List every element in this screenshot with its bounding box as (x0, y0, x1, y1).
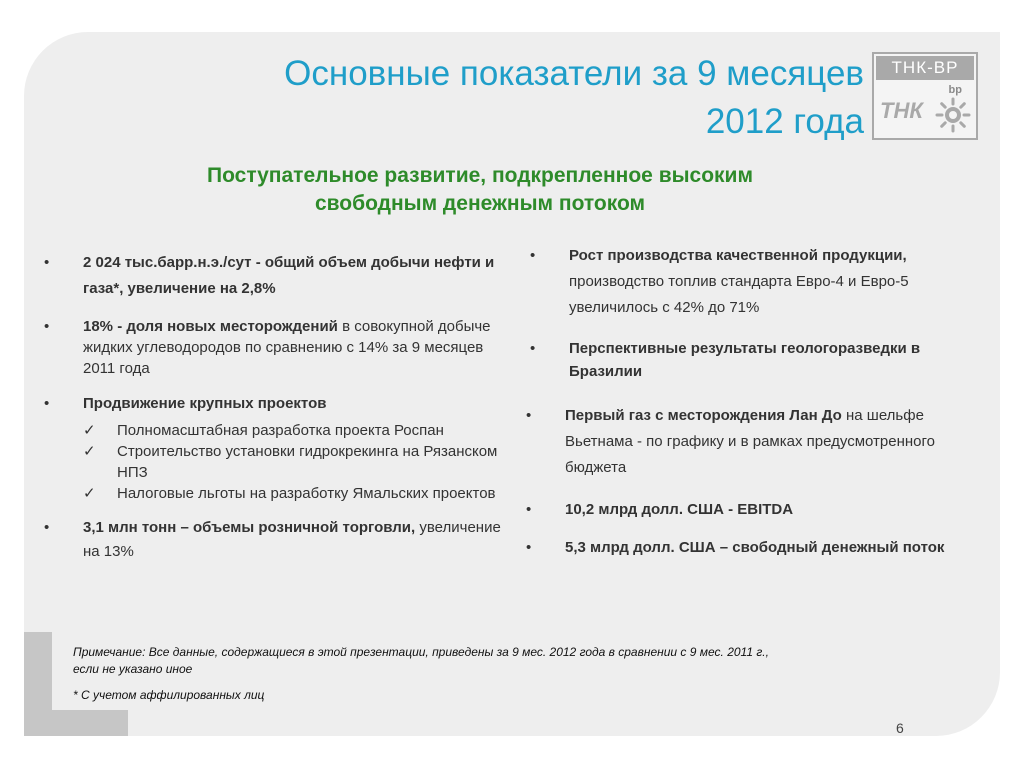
right-bullet-item (530, 337, 970, 383)
right-bullet-item (526, 403, 966, 481)
note-text (73, 644, 933, 678)
logo-wordmark: ТНК-ВР (876, 56, 974, 80)
right-bullet-item (526, 499, 966, 520)
bullet-icon: • (44, 519, 50, 536)
note-line2: если не указано иное (73, 662, 193, 676)
sub-list-item (83, 483, 504, 504)
sub-list (83, 420, 504, 504)
bullet-icon: • (526, 407, 532, 424)
note-line1: Примечание: Все данные, содержащиеся в этой презентации, приведены за 9 мес. 2012 года в сравнении с 9 мес. 2011 г., (73, 645, 769, 659)
subtitle-line1: Поступательное развитие, подкрепленное высоким (207, 164, 753, 187)
left-bullet-item (44, 516, 504, 564)
sub-list-item (83, 420, 504, 441)
item-text: на шельфе Вьетнама - по графику и в рамках предусмотренного бюджета (565, 407, 935, 476)
tnk-mark-icon (880, 88, 934, 128)
page-number: 6 (896, 720, 904, 736)
bullet-icon: • (530, 247, 536, 264)
item-bold-text: 3,1 млн тонн – объемы розничной торговли, (83, 519, 416, 536)
left-bullet-item (44, 250, 504, 302)
item-bold-text: Перспективные результаты геологоразведки в Бразилии (569, 340, 921, 380)
slide-title (164, 50, 864, 146)
bullet-icon: • (44, 254, 50, 271)
sub-item-text: Строительство установки гидрокрекинга на Рязанском НПЗ (117, 443, 498, 481)
tnk-bp-logo (872, 52, 978, 140)
bullet-icon: • (44, 395, 50, 412)
bullet-icon: • (530, 340, 536, 357)
left-bullet-item (44, 393, 504, 504)
checkmark-icon: ✓ (83, 443, 96, 460)
slide-title-line1: Основные показатели за 9 месяцев (284, 54, 864, 93)
slide-title-line2: 2012 года (705, 102, 864, 141)
corner-bracket-horizontal (24, 710, 128, 736)
bullet-icon: • (526, 539, 532, 556)
item-bold-text: 18% - доля новых месторождений (83, 318, 338, 335)
sub-list-item (83, 441, 504, 483)
item-bold-text: Рост производства качественной продукции, (569, 247, 907, 264)
item-bold-text: Первый газ с месторождения Лан До (565, 407, 842, 424)
checkmark-icon: ✓ (83, 485, 96, 502)
left-column (44, 250, 504, 578)
tnk-mark-text: ТНК (880, 98, 923, 123)
bp-helios-icon (934, 96, 972, 134)
item-bold-text: Продвижение крупных проектов (83, 395, 327, 412)
item-text: производство топлив стандарта Евро-4 и Евро-5 увеличилось с 42% до 71% (569, 273, 909, 316)
footnote-text: * С учетом аффилированных лиц (73, 688, 265, 702)
sub-item-text: Налоговые льготы на разработку Ямальских проектов (117, 485, 496, 502)
sub-item-text: Полномасштабная разработка проекта Роспан (117, 422, 444, 439)
item-bold-text: 2 024 тыс.барр.н.э./сут - общий объем добычи нефти и газа*, увеличение на 2,8% (83, 254, 495, 297)
item-text: увеличение на 13% (83, 519, 501, 560)
item-bold-text: 10,2 млрд долл. США - EBITDA (565, 501, 794, 518)
subtitle-line2: свободным денежным потоком (314, 192, 646, 215)
bullet-icon: • (526, 501, 532, 518)
left-bullet-item (44, 316, 504, 379)
bullet-icon: • (44, 318, 50, 335)
right-bullet-item (530, 243, 970, 321)
logo-bp-text: bp (948, 84, 962, 96)
right-bullet-item (526, 538, 966, 557)
checkmark-icon: ✓ (83, 422, 96, 439)
item-text: в совокупной добыче жидких углеводородов по сравнению с 14% за 9 месяцев 2011 года (83, 318, 491, 377)
slide-subtitle (130, 162, 830, 218)
item-bold-text: 5,3 млрд долл. США – свободный денежный поток (565, 539, 945, 556)
right-column (526, 243, 970, 571)
